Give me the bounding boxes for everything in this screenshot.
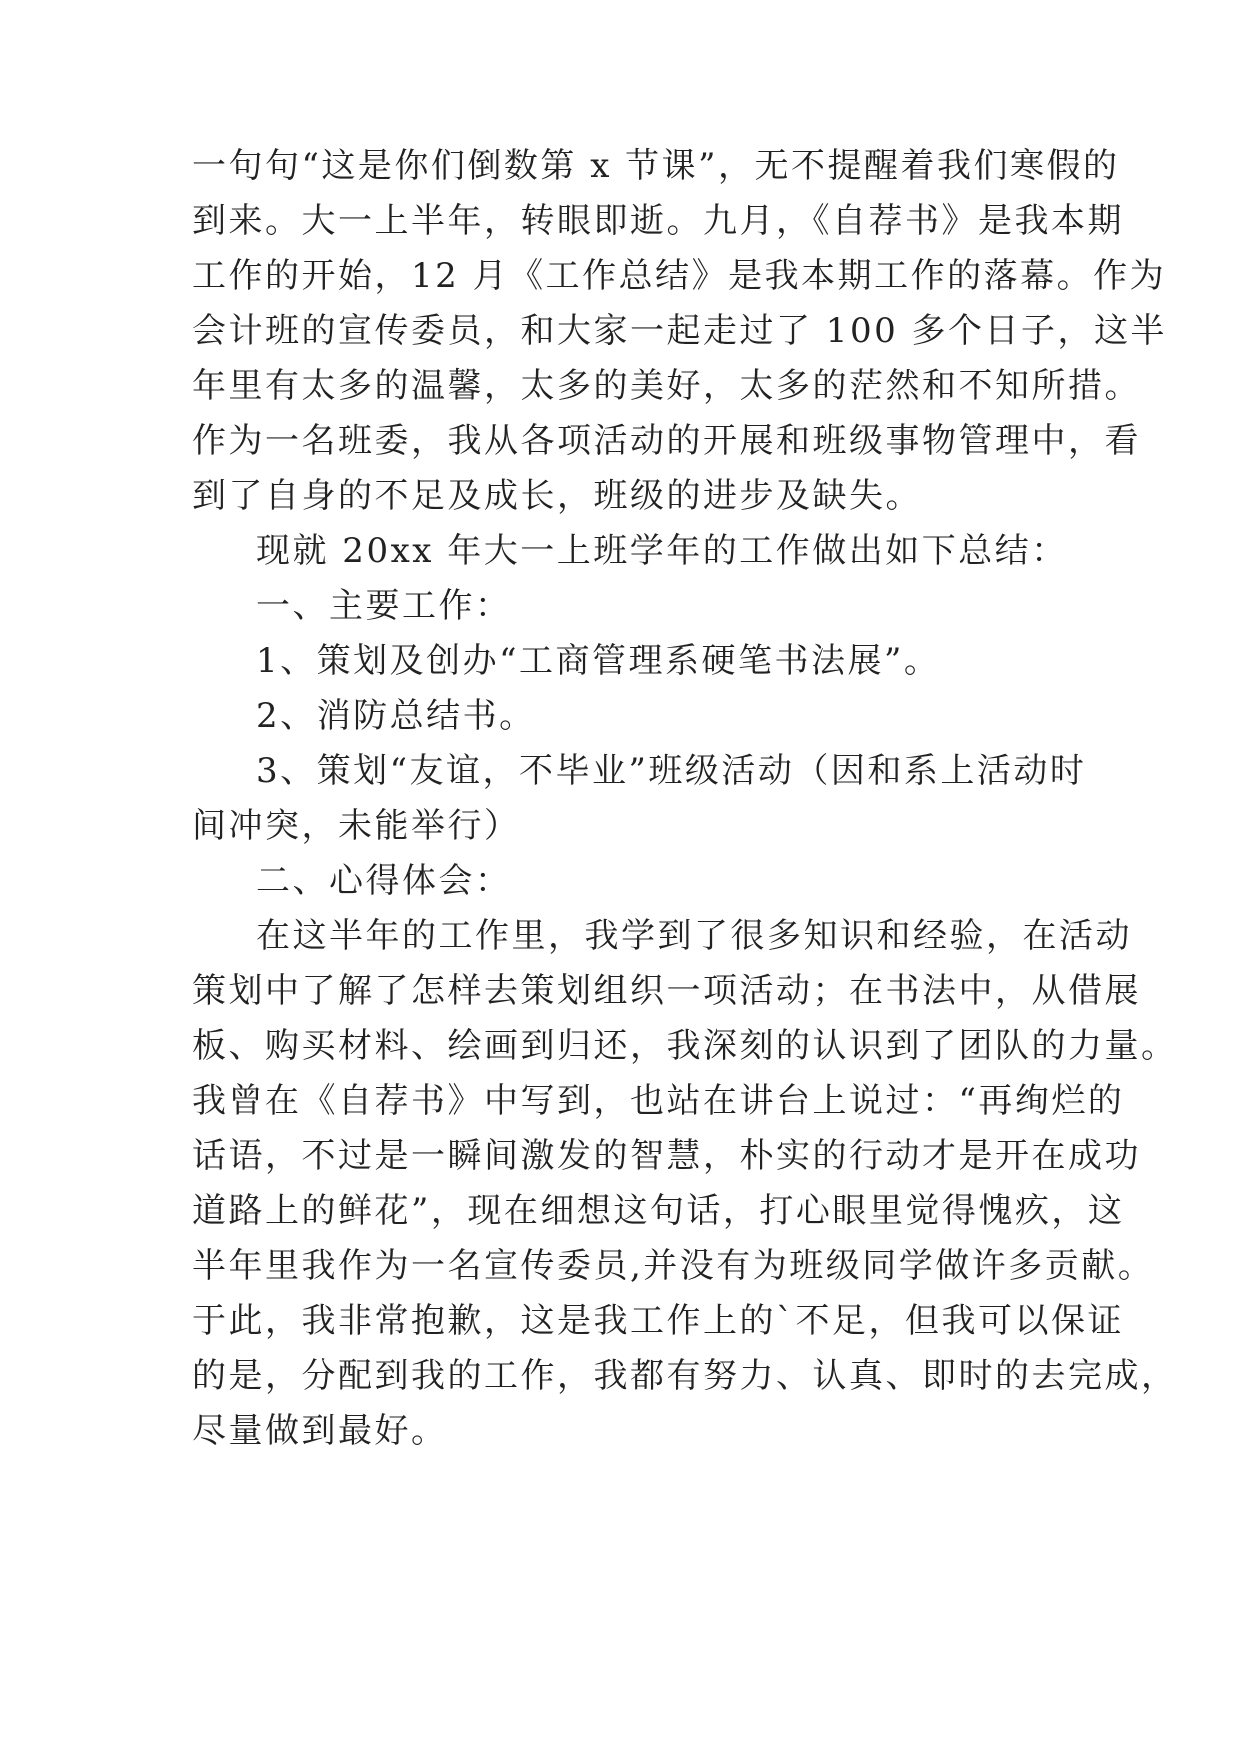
text-line: 一句句“这是你们倒数第 x 节课”，无不提醒着我们寒假的 [192,146,1120,186]
text-line: 我曾在《自荐书》中写到，也站在讲台上说过：“再绚烂的 [192,1081,1125,1121]
text-line: 间冲突，未能举行） [192,806,521,846]
text-line: 作为一名班委，我从各项活动的开展和班级事物管理中，看 [192,421,1141,461]
text-line: 的是，分配到我的工作，我都有努力、认真、即时的去完成， [192,1356,1178,1396]
list-item: 2、消防总结书。 [256,696,536,736]
text-line: 年里有太多的温馨，太多的美好，太多的茫然和不知所措。 [192,366,1141,406]
section-heading: 二、心得体会： [256,861,512,901]
text-line: 尽量做到最好。 [192,1411,448,1451]
text-line: 道路上的鲜花”，现在细想这句话，打心眼里觉得愧疚，这 [192,1191,1125,1231]
text-line: 话语，不过是一瞬间激发的智慧，朴实的行动才是开在成功 [192,1136,1141,1176]
text-line: 半年里我作为一名宣传委员,并没有为班级同学做许多贡献。 [192,1246,1155,1286]
text-line: 于此，我非常抱歉，这是我工作上的`不足，但我可以保证 [192,1301,1124,1341]
text-line: 在这半年的工作里，我学到了很多知识和经验，在活动 [256,916,1132,956]
text-line: 板、购买材料、绘画到归还，我深刻的认识到了团队的力量。 [192,1026,1178,1066]
text-line: 到来。大一上半年，转眼即逝。九月，《自荐书》是我本期 [192,201,1124,241]
text-line: 现就 20xx 年大一上班学年的工作做出如下总结： [256,531,1068,571]
text-line: 会计班的宣传委员，和大家一起走过了 100 多个日子，这半 [192,311,1168,351]
list-item: 1、策划及创办“工商管理系硬笔书法展”。 [256,641,941,681]
text-line: 策划中了解了怎样去策划组织一项活动；在书法中，从借展 [192,971,1141,1011]
text-line: 到了自身的不足及成长，班级的进步及缺失。 [192,476,922,516]
section-heading: 一、主要工作： [256,586,512,626]
text-line: 工作的开始，12 月《工作总结》是我本期工作的落幕。作为 [192,256,1167,296]
list-item: 3、策划“友谊，不毕业”班级活动（因和系上活动时 [256,751,1087,791]
